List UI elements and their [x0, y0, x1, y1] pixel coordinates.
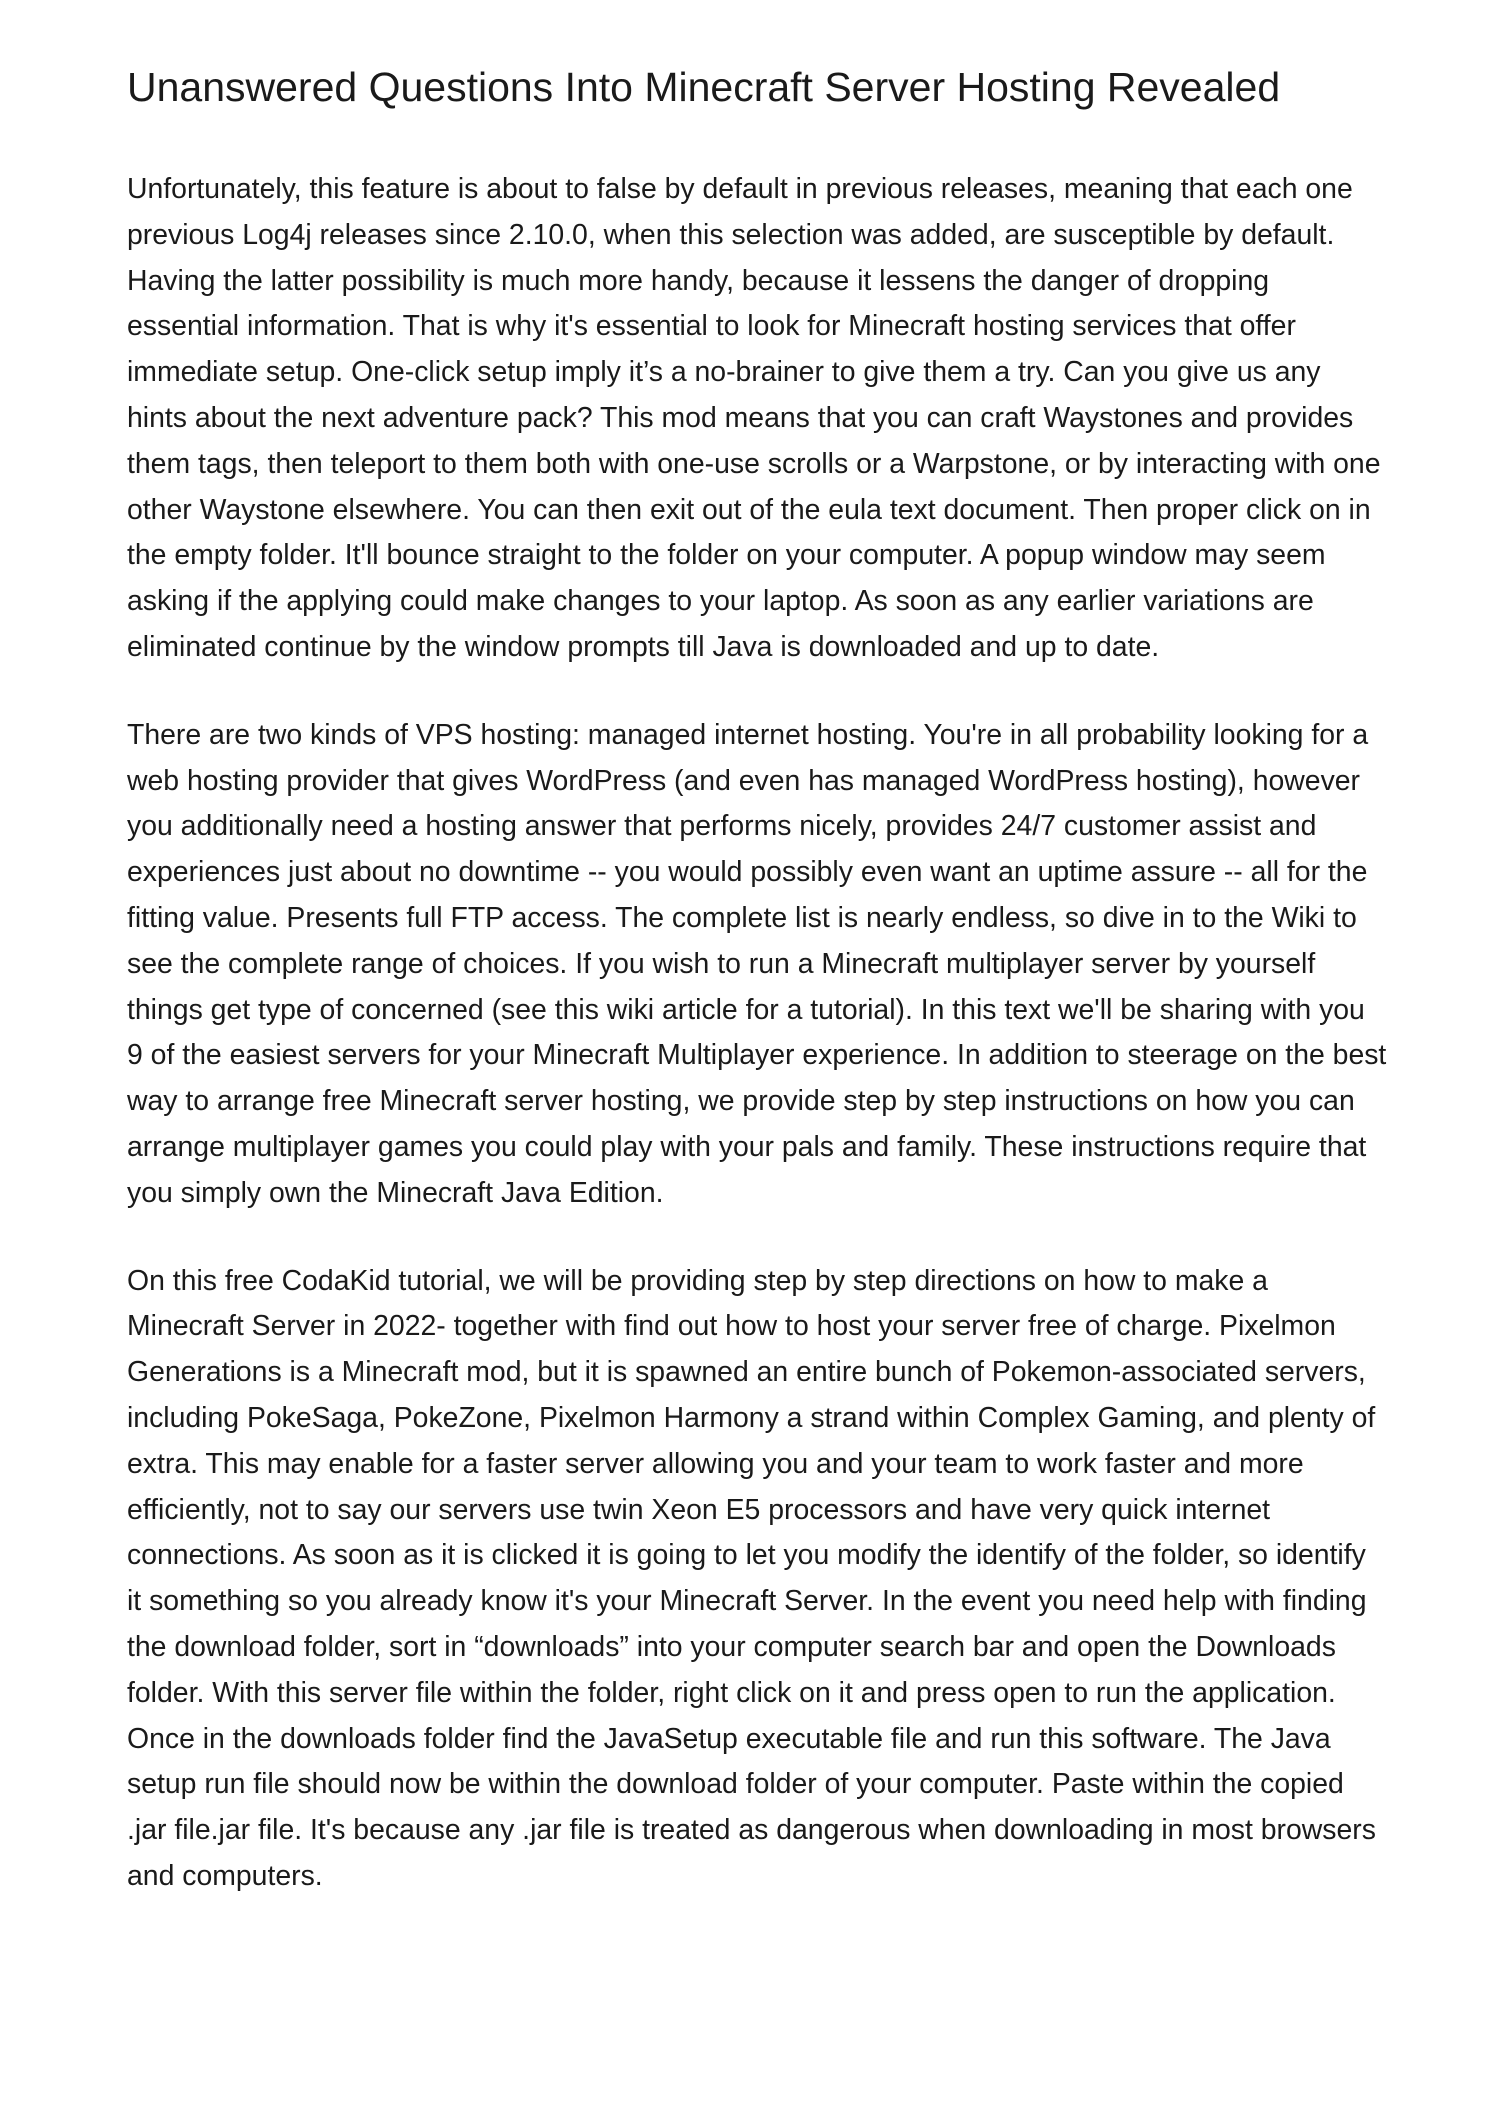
- document-title: Unanswered Questions Into Minecraft Server Hosting Revealed: [127, 64, 1281, 110]
- paragraph-3: On this free CodaKid tutorial, we will be providing step by step directions on how to make a Minecraft Server in 2022- together with find out how to host your server free of charge. Pixelmon Generations is a Minecraft mod, but it is spawned an entire bunch of Pokemon-associated servers, including PokeSaga, PokeZone, Pixelmon Harmony a strand within Complex Gaming, and plenty of extra. This may enable for a faster server allowing you and your team to work faster and more efficiently, not to say our servers use twin Xeon E5 processors and have very quick internet connections. As soon as it is clicked it is going to let you modify the identify of the folder, so identify it something so you already know it's your Minecraft Server. In the event you need help with finding the download folder, sort in “downloads” into your computer search bar and open the Downloads folder. With this server file within the folder, right click on it and press open to run the application. Once in the downloads folder find the JavaSetup executable file and run this software. The Java setup run file should now be within the download folder of your computer. Paste within the copied .jar file.jar file. It's because any .jar file is treated as dangerous when downloading in most browsers and computers.: [127, 1264, 1376, 1892]
- paragraph-1: Unfortunately, this feature is about to false by default in previous releases, meaning that each one previous Log4j releases since 2.10.0, when this selection was added, are susceptible by default. Having the latter possibility is much more handy, because it lessens the danger of dropping essential information. That is why it's essential to look for Minecraft hosting services that offer immediate setup. One-click setup imply it’s a no-brainer to give them a try. Can you give us any hints about the next adventure pack? This mod means that you can craft Waystones and provides them tags, then teleport to them both with one-use scrolls or a Warpstone, or by interacting with one other Waystone elsewhere. You can then exit out of the eula text document. Then proper click on in the empty folder. It'll bounce straight to the folder on your computer. A popup window may seem asking if the applying could make changes to your laptop. As soon as any earlier variations are eliminated continue by the window prompts till Java is downloaded and up to date.: [127, 173, 1381, 663]
- paragraph-2: There are two kinds of VPS hosting: managed internet hosting. You're in all probability looking for a web hosting provider that gives WordPress (and even has managed WordPress hosting), however you additionally need a hosting answer that performs nicely, provides 24/7 customer assist and experiences just about no downtime -- you would possibly even want an uptime assure -- all for the fitting value. Presents full FTP access. The complete list is nearly endless, so dive in to the Wiki to see the complete range of choices. If you wish to run a Minecraft multiplayer server by yourself things get type of concerned (see this wiki article for a tutorial). In this text we'll be sharing with you 9 of the easiest servers for your Minecraft Multiplayer experience. In addition to steerage on the best way to arrange free Minecraft server hosting, we provide step by step instructions on how you can arrange multiplayer games you could play with your pals and family. These instructions require that you simply own the Minecraft Java Edition.: [127, 718, 1387, 1209]
